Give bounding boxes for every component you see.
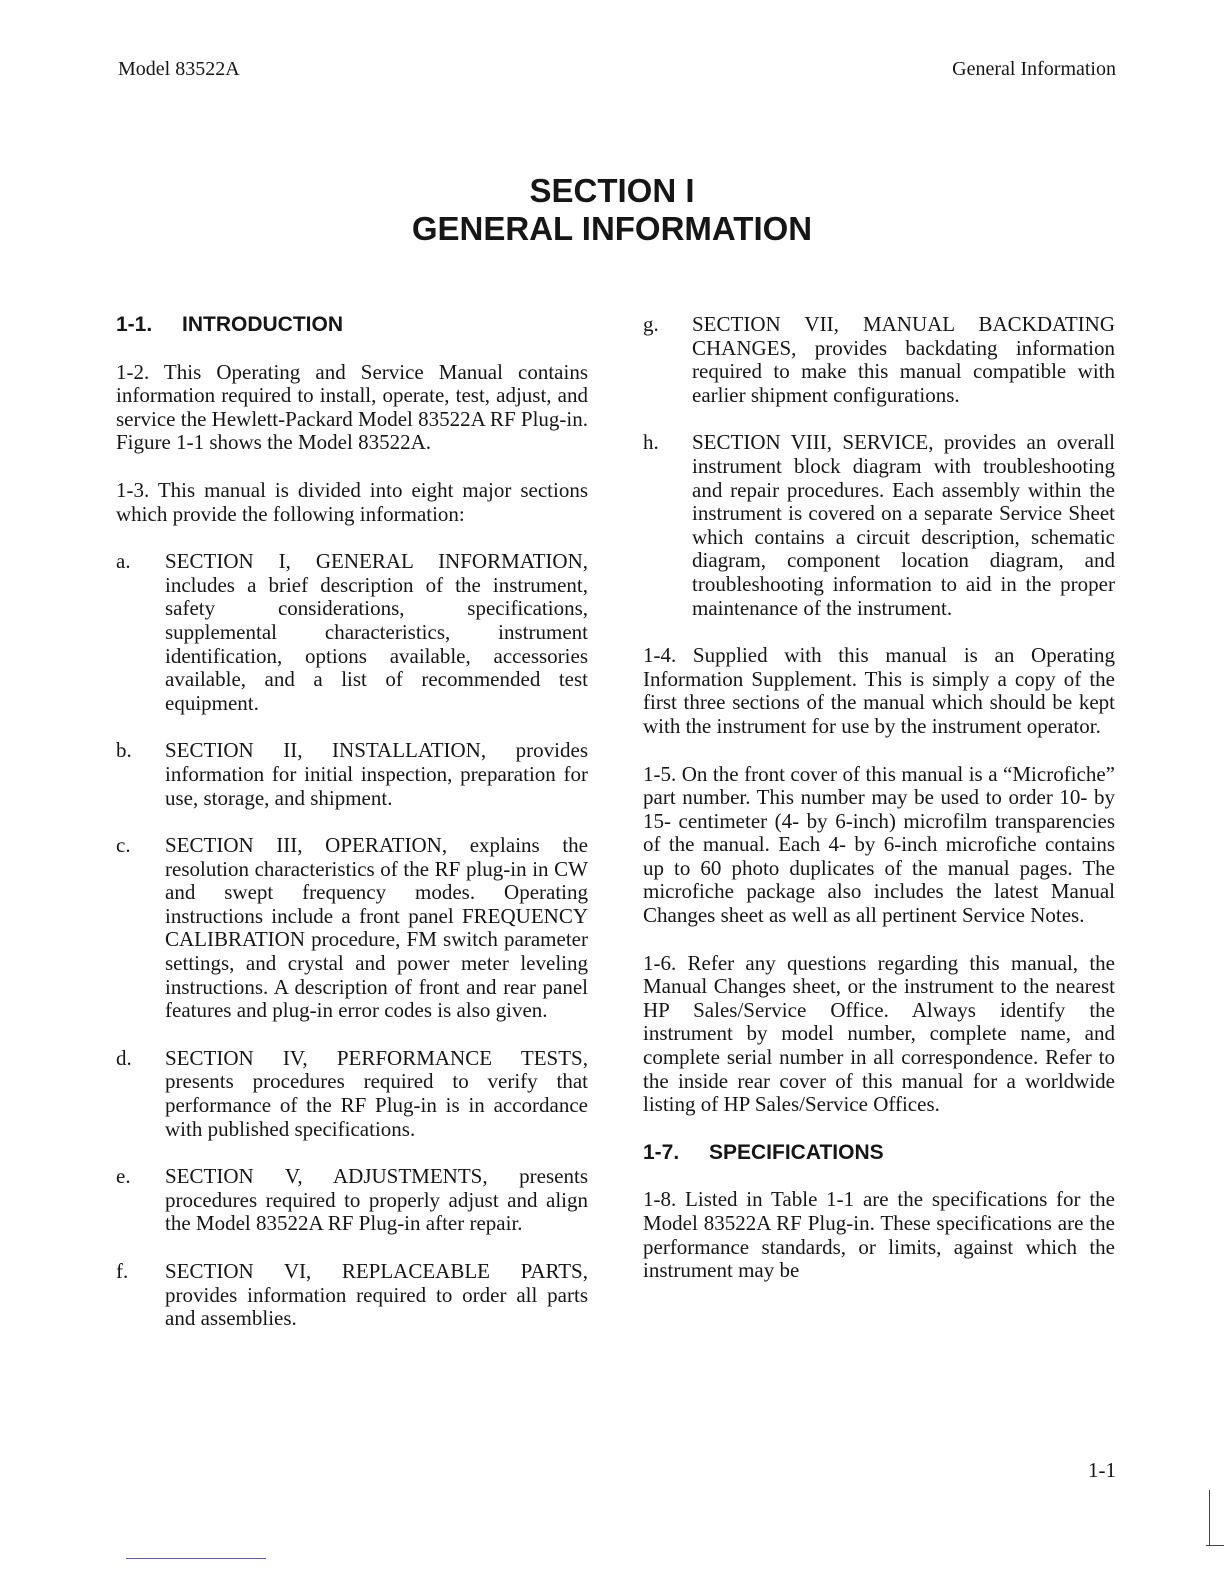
running-header-model: Model 83522A <box>118 58 240 80</box>
heading-text: SPECIFICATIONS <box>709 1140 884 1164</box>
list-item-text: SECTION VIII, SERVICE, provides an overall instrument block diagram with troubleshooting and repair procedures. Each assembly within the instrument is covered on a separate Service Sheet which contains a circuit description, schematic diagram, component location diagram, and troubleshooting information to aid in the proper maintenance of the instrument. <box>692 430 1115 620</box>
list-item-label: d. <box>116 1045 132 1070</box>
page-number: 1-1 <box>1088 1458 1116 1482</box>
list-item-text: SECTION I, GENERAL INFORMATION, includes a brief description of the instrument, safety considerations, specifications, supplemental characteristics, instrument identification, options available, accessories available, and a list of recommended test equipment. <box>165 549 588 715</box>
paragraph-1-3: 1-3. This manual is divided into eight major sections which provide the following information: <box>116 477 588 526</box>
section-title-name: GENERAL INFORMATION <box>411 210 813 247</box>
list-item-label: h. <box>643 430 659 455</box>
list-item <box>116 1047 588 1141</box>
section-title-number: SECTION I <box>529 172 695 209</box>
section-title <box>0 172 1224 248</box>
heading-text: INTRODUCTION <box>182 313 343 336</box>
list-item <box>643 313 1115 407</box>
list-item-label: e. <box>116 1164 131 1189</box>
paragraph-1-5: 1-5. On the front cover of this manual is a “Microfiche” part number. This number may be used to order 10- by 15- centimeter (4- by 6-inch) microfilm transparencies of the manual. Each 4- by 6-inch microfiche contains up to 60 photo duplicates of the manual pages. The microfiche package also includes the latest Manual Changes sheet as well as all pertinent Service Notes. <box>643 761 1115 928</box>
right-column <box>643 313 1115 1283</box>
heading-number: 1-7. <box>643 1140 680 1164</box>
list-item-label: g. <box>643 312 659 336</box>
heading-specifications <box>643 1141 1115 1165</box>
scan-artifact-line <box>126 1558 266 1559</box>
list-item <box>116 1165 588 1236</box>
page-edge-mark <box>1209 1490 1210 1546</box>
list-item-label: a. <box>116 549 131 574</box>
list-item-label: c. <box>116 833 131 858</box>
paragraph-1-2: 1-2. This Operating and Service Manual contains information required to install, operate, test, adjust, and service the Hewlett-Packard Model 83522A RF Plug-in. Figure 1-1 shows the Model 83522A. <box>116 359 588 455</box>
list-item-text: SECTION VI, REPLACEABLE PARTS, provides information required to order all parts and assemblies. <box>165 1259 588 1331</box>
list-item-label: f. <box>116 1259 129 1283</box>
paragraph-1-6: 1-6. Refer any questions regarding this manual, the Manual Changes sheet, or the instrument to the nearest HP Sales/Service Office. Always identify the instrument by model number, complete name, and complete serial number in all correspondence. Refer to the inside rear cover of this manual for a worldwide listing of HP Sales/Service Offices. <box>643 950 1115 1117</box>
left-column <box>116 313 588 1331</box>
list-item <box>643 431 1115 620</box>
paragraph-1-8: 1-8. Listed in Table 1-1 are the specifications for the Model 83522A RF Plug-in. These specifications are the performance standards, or limits, against which the instrument may be <box>643 1187 1115 1283</box>
page-edge-tick <box>1206 1545 1224 1546</box>
list-item <box>116 739 588 810</box>
list-item-text: SECTION III, OPERATION, explains the resolution characteristics of the RF plug-in in CW and swept frequency modes. Operating instructions include a front panel FREQUENCY CALIBRATION procedure, FM switch parameter settings, and crystal and power meter leveling instructions. A description of front and rear panel features and plug-in error codes is also given. <box>165 833 588 1023</box>
list-item-text: SECTION IV, PERFORMANCE TESTS, presents procedures required to verify that performance of the RF Plug-in is in accordance with published specifications. <box>165 1045 588 1141</box>
list-item-label: b. <box>116 738 132 763</box>
list-item <box>116 550 588 715</box>
heading-introduction <box>116 313 588 337</box>
running-header-section: General Information <box>952 58 1116 80</box>
list-item-text: SECTION II, INSTALLATION, provides information for initial inspection, preparation for use, storage, and shipment. <box>165 738 588 810</box>
list-item <box>116 834 588 1023</box>
list-item-text: SECTION VII, MANUAL BACKDATING CHANGES, provides backdating information required to make this manual compatible with earlier shipment configurations. <box>692 312 1115 407</box>
heading-number: 1-1. <box>116 313 153 336</box>
list-item <box>116 1260 588 1331</box>
paragraph-1-4: 1-4. Supplied with this manual is an Operating Information Supplement. This is simply a copy of the first three sections of the manual which should be kept with the instrument for use by the instrument operator. <box>643 643 1115 738</box>
list-item-text: SECTION V, ADJUSTMENTS, presents procedures required to properly adjust and align the Model 83522A RF Plug-in after repair. <box>165 1164 588 1236</box>
